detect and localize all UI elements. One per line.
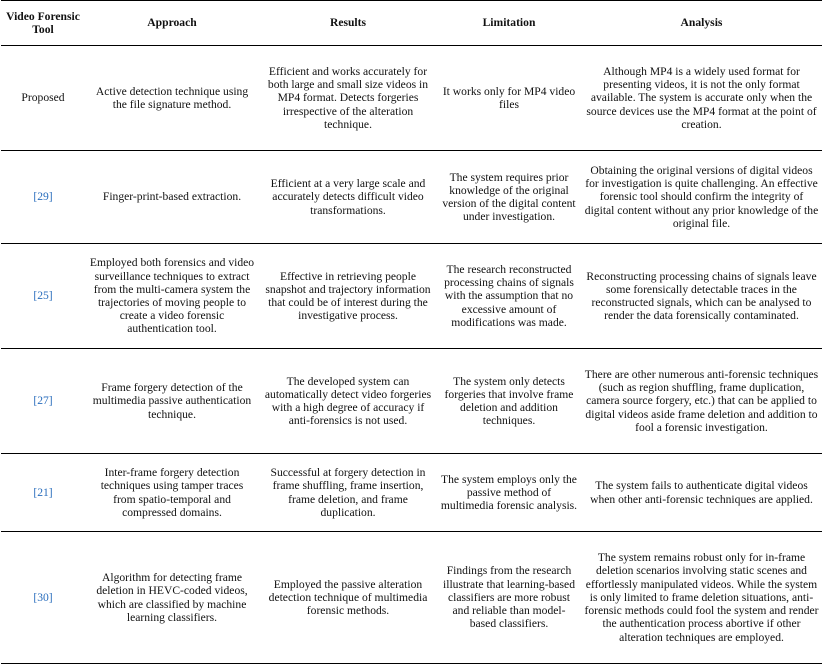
reference-link[interactable]: [27] [33, 394, 53, 408]
tool-cell: Proposed [21, 91, 65, 105]
results-cell: Efficient and works accurately for both large and small size videos in MP4 format. Detects forgeries irrespective of the alteration technique. [267, 64, 429, 131]
forensic-comparison-table [1, 0, 822, 664]
table-row [1, 532, 822, 664]
approach-cell: Employed both forensics and video surveillance techniques to extract from the multi-camera system the trajectories of moving people to create a video forensic authentication tool. [89, 256, 255, 336]
reference-link[interactable]: [29] [33, 190, 53, 204]
analysis-cell: The system fails to authenticate digital videos when other anti-forensic techniques are applied. [590, 479, 813, 506]
approach-cell: Active detection technique using the file signature method. [95, 84, 249, 111]
results-cell: The developed system can automatically detect video forgeries with a high degree of accuracy if anti-forensics is not used. [264, 374, 432, 428]
analysis-cell: Obtaining the original versions of digital videos for investigation is quite challenging. An effective forensic tool should confirm the integrity of digital content without any prior knowledge of the original file. [584, 163, 819, 230]
header-analysis: Analysis [680, 16, 723, 30]
table-header [1, 1, 822, 46]
table-body [1, 46, 822, 664]
header-video-forensic-tool: Video Forensic Tool [6, 9, 80, 36]
table-row [1, 151, 822, 244]
analysis-cell: The system remains robust only for in-frame deletion scenarios involving static scenes and effortlessly manipulated videos. While the system is only limited to frame deletion situations, anti-forensic methods could fool the system and render the authentication process abortive if other alteration techniques are employed. [584, 551, 819, 644]
analysis-cell: There are other numerous anti-forensic techniques (such as region shuffling, frame duplication, camera source forgery, etc.) that can be applied to digital videos aside frame deletion and addition to fool a forensic investigation. [584, 367, 819, 434]
limitation-cell: Findings from the research illustrate that learning-based classifiers are more robust and reliable than model-based classifiers. [443, 564, 575, 631]
approach-cell: Inter-frame forgery detection techniques using tamper traces from spatio-temporal and compressed domains. [100, 466, 244, 519]
table-row [1, 244, 822, 349]
analysis-cell: Although MP4 is a widely used format for presenting videos, it is not the only format available. The system is accurate only when the source devices use the MP4 format at the point of creation. [586, 64, 817, 131]
approach-cell: Frame forgery detection of the multimedia passive authentication technique. [92, 381, 252, 421]
tool-cell [1, 454, 85, 532]
results-cell: Effective in retrieving people snapshot and trajectory information that could be of interest during the investigative process. [265, 269, 431, 323]
tool-cell [1, 349, 85, 454]
limitation-cell: The research reconstructed processing chains of signals with the assumption that no excessive amount of modifications was made. [444, 262, 574, 329]
limitation-cell: The system requires prior knowledge of the original version of the digital content under investigation. [442, 170, 576, 224]
reference-link[interactable]: [25] [33, 289, 53, 303]
tool-cell [1, 244, 85, 349]
reference-link[interactable]: [30] [33, 590, 53, 604]
header-row [1, 1, 822, 46]
limitation-cell: The system only detects forgeries that involve frame deletion and addition techniques. [444, 374, 574, 428]
table-row [1, 349, 822, 454]
header-results: Results [329, 16, 367, 30]
tool-cell [1, 151, 85, 244]
results-cell: Employed the passive alteration detection technique of multimedia forensic methods. [268, 577, 428, 618]
reference-link[interactable]: [21] [33, 485, 53, 499]
limitation-cell: The system employs only the passive method of multimedia forensic analysis. [440, 472, 578, 513]
header-approach: Approach [147, 16, 197, 30]
approach-cell: Finger-print-based extraction. [102, 190, 242, 204]
approach-cell: Algorithm for detecting frame deletion in HEVC-coded videos, which are classified by machine learning classifiers. [96, 571, 248, 624]
limitation-cell: It works only for MP4 video files [442, 84, 576, 111]
header-limitation: Limitation [482, 16, 536, 30]
tool-cell [1, 532, 85, 664]
results-cell: Successful at forgery detection in frame shuffling, frame insertion, frame deletion, and frame duplication. [270, 466, 426, 519]
analysis-cell: Reconstructing processing chains of signals leave some forensically detectable traces in the reconstructed signals, which can be analysed to render the data forensically contaminated. [586, 269, 817, 323]
results-cell: Efficient at a very large scale and accurately detects difficult video transformations. [270, 177, 426, 217]
table-row [1, 46, 822, 151]
table-row [1, 454, 822, 532]
